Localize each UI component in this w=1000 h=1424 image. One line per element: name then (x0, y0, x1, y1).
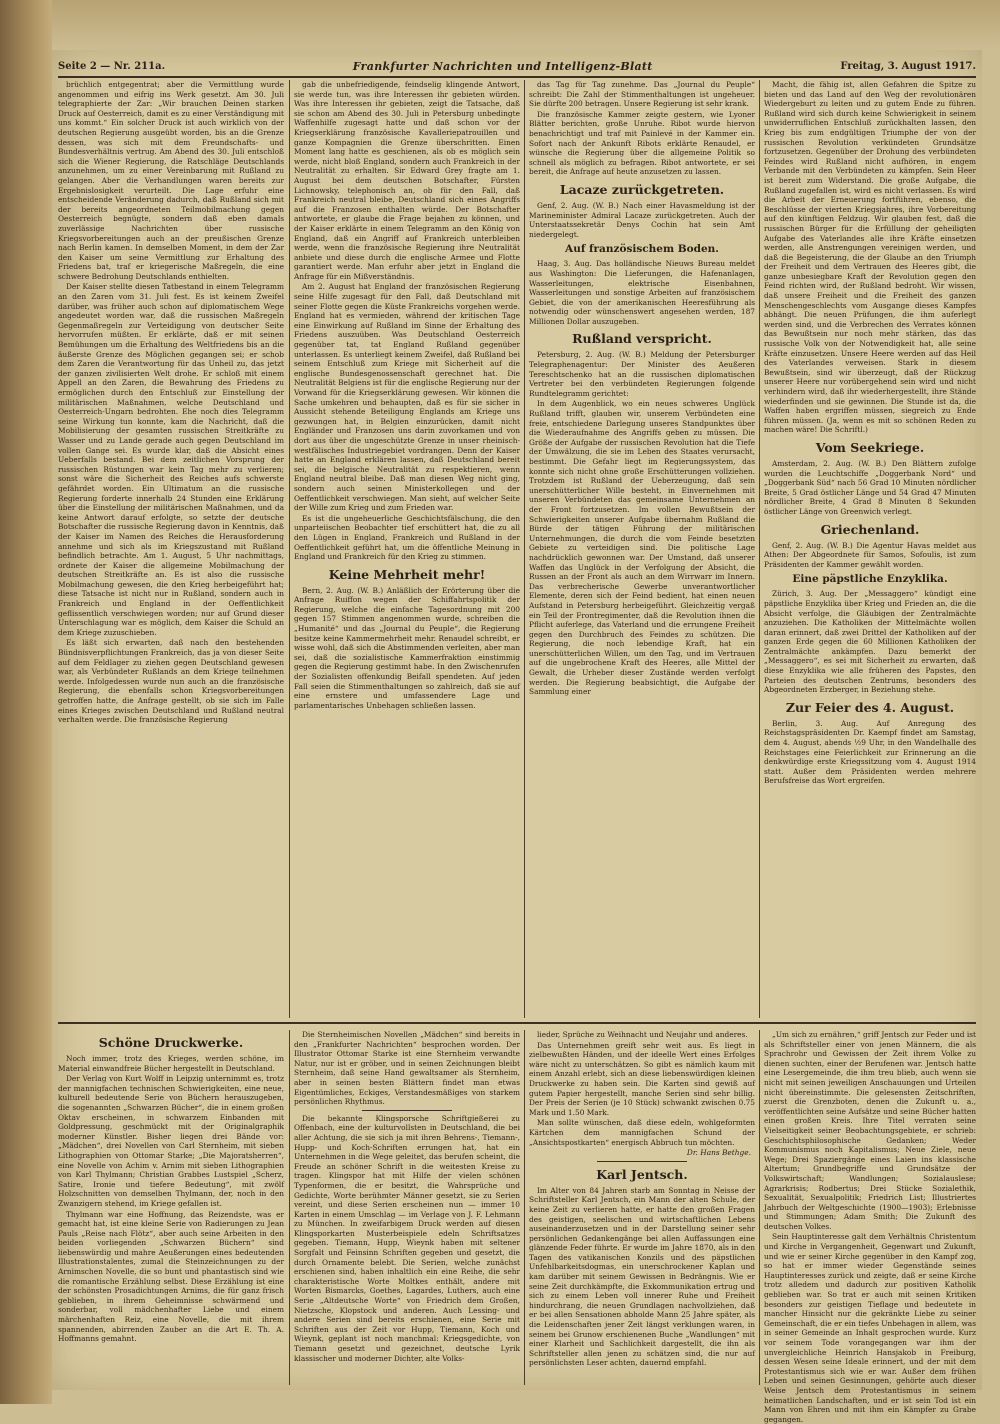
bottom-column-3 (529, 1030, 755, 1385)
paragraph: Petersburg, 2. Aug. (W. B.) Meldung der Petersburger Telegraphenagentur: Der Minister des Aeußeren Tereschtschenko hat an die russischen diplomatischen Vertreter bei den verbündeten Regierungen folgende Rundtelegramm gerichtet: (529, 350, 755, 398)
headline-seekriege: Vom Seekriege. (815, 439, 925, 455)
headline-feier-4-august: Zur Feier des 4. August. (785, 699, 955, 715)
bottom-column-4 (764, 1030, 976, 1424)
paragraph: Im Alter von 84 Jahren starb am Sonntag in Neisse der Schriftsteller Karl Jentsch, ein Mann der alten Schule, der keine Zeit zu verlieren hatte, er hatte den großen Fragen des geistigen, seelischen und wirtschaftlichen Lebens auseinanderzusetzen und in der Darstellung seiner sehr persönlichen Gedankengänge bei allen Auffassungen eine glänzende Feder führte. Er wurde im Jahre 1870, als in den Tagen des vatikanischen Konzils und des päpstlichen Unfehlbarkeitsdogmas, ein unerschrockener Kaplan und kam darüber mit seinem Gewissen in Bedrängnis. Wie er seine Zeit durchkämpfte, die Exkommunikation ertrug und sich zu einem Leben voll innerer Ruhe und Freiheit hindurchrang, die neuen Grundlagen nachvollziehen, daß er bei allen Sensationen abholde Mann 25 Jahre später, als die Leidenschaften jener Zeit längst verklungen waren, in seinem bei Grunow erschienenen Buche „Wandlungen“ mit einer Klarheit und Sachlichkeit dargestellt, die ihn als Schriftsteller allen jenen zu schätzen sind, die nur auf persönlichsten Leser achten, dauernd empfahl. (529, 1185, 755, 1368)
paragraph: Man sollte wünschen, daß diese edeln, wohlgeformten Kärtchen dem mannigfachen Schund der „Ansichtspostkarten“ energisch Abbruch tun möchten. (529, 1118, 755, 1147)
top-column-2 (294, 80, 520, 1018)
page-top-edge (52, 0, 1000, 50)
bottom-column-2 (294, 1030, 520, 1385)
paragraph: Es läßt sich erwarten, daß nach den bestehenden Bündnisverpflichtungen Frankreich, das ja von dieser Seite auf dem Feldlager zu ziehen gegen Deutschland gewesen war, als Verbündeter Rußlands an dem Kriege teilnehmen werde. Infolgedessen wurde nun auch an die französische Regierung, die ebenfalls schon Kriegsvorbereitungen getroffen hatte, die Anfrage gestellt, ob sie sich im Falle eines Krieges zwischen Deutschland und Rußland neutral verhalten werde. Die französische Regierung (58, 638, 284, 725)
column-rule (289, 80, 290, 1018)
paragraph: Haag, 3. Aug. Das holländische Nieuws Bureau meldet aus Washington: Die Lieferungen, die Hafenanlagen, Wasserleitungen, elektrische Eisenbahnen, Wasserleitungen und sonstige Arbeiten auf französischem Gebiet, die von der amerikanischen Heeresführung als notwendig oder wünschenswert angesehen werden, 187 Millionen Dollar auszugeben. (529, 259, 755, 326)
paragraph: Bern, 2. Aug. (W. B.) Anläßlich der Erörterung über die Anfrage Ruiffon wegen der Schiffahrtspolitik der Regierung, welche die einfache Tagesordnung mit 200 gegen 157 Stimmen angenommen wurde, schreiben die „Humanité“ und das „Journal du Peuple“, die Regierung besitze keine Kammermehrheit mehr. Renaudel schreibt, er wisse wohl, daß sich die Abstimmenden verleiten, aber man sei, daß die sozialistische Kammerfraktion einstimmig gegen die Regierung gestimmt habe. In den Zwischenrufen der Sozialisten offenkundig Beifall spendeten. Auf jeden Fall seien die Stimmenthaltungen so zahlreich, daß sie auf eine ernstere und umfassendere Lage und parlamentarisches Unbehagen schließen lassen. (294, 585, 520, 710)
paragraph: Thylmann war eine Hoffnung, das Reizendste, was er gemacht hat, ist eine kleine Serie von Radierungen zu Jean Pauls „Reise nach Flötz“, aber auch seine Arbeiten in den beiden vorliegenden „Schwarzen Büchern“ sind liebenswürdig und mahre Aeußerungen eines bedeutenden Illustrationstalentes, zumal die Steinzeichnungen zu der Arnimschen Novelle, die so bunt und phantastisch sind wie die romantische Erzählung selbst. Diese Erzählung ist eine der schönsten Prosadichtungen Arnims, die für ganz frisch geblieben, in ihrem Geheimnisse schwärmend und sonderbar, voll mädchenhafter Liebe und einem märchenhaften Reiz, eine Novelle, die mit ihrem spannenden, abirrenden Zauber an die Art E. Th. A. Hoffmanns gemahnt. (58, 1209, 284, 1344)
newspaper-page (52, 50, 982, 1424)
paragraph: das Tag für Tag zunehme. Das „Journal du Peuple“ schreibt: Die Zahl der Stimmenthaltungen ist ungeheuer. Sie dürfte 200 betragen. Unsere Regierung ist sehr krank. (529, 80, 755, 109)
book-binding (0, 0, 52, 1404)
paragraph: Genf, 2. Aug. (W. B.) Nach einer Havasmeldung ist der Marineminister Admiral Lacaze zurückgetreten. Auch der Unterstaatssekretär Denys Cochin hat sein Amt niedergelegt. (529, 200, 755, 239)
page-header (58, 56, 976, 78)
paragraph: „Um sich zu ernähren,“ griff Jentsch zur Feder und ist als Schriftsteller einer von jenen Männern, die als Sprachrohr und Gewissen der Zeit ihrem Volke zu dienen suchten, einer der Berufenen war. Jentsch hatte eine Lesergemeinde, die ihm treu blieb, auch wenn sie nicht mit seinen jeweiligen Anschauungen und Urteilen nicht übereinstimmte. Die gelesensten Zeitschriften, zuerst die Grenzboten, denen die Zukunft u. a., veröffentlichten seine Aufsätze und seine Bücher hatten einen großen Kreis. Ihre Titel verraten seine Vielseitigkeit seiner Beobachtungsgebiete, er schrieb: Geschichtsphilosophische Gedanken; Weder Kommunismus noch Kapitalismus; Neue Ziele, neue Wege; Drei Spaziergänge eines Laien ins klassische Altertum; Grundbegriffe und Grundsätze der Volkswirtschaft; Wandlungen; Sozialauslese; Agrarkrisis; Rodbertus; Drei Stücke Sozialethik, Sexualität, Sexualpolitik; Friedrich List; Illustriertes Jahrbuch der Weltgeschichte (1900—1903); Erlebnisse und Stimmungen; Adam Smith; Die Zukunft des deutschen Volkes. (764, 1030, 976, 1231)
paragraph: Am 2. August hat England der französischen Regierung seine Hilfe zugesagt für den Fall, daß Deutschland mit seiner Flotte gegen die Küste Frankreichs vorgehen werde. England hat es vermieden, während der kritischen Tage eine Einwirkung auf Rußland im Sinne der Erhaltung des Friedens auszuüben. Was Deutschland Oesterreich gegenüber tat, tat England Rußland gegenüber unterlassen. Es unterliegt keinem Zweifel, daß Rußland bei seinem Entschluß zum Kriege mit Sicherheit auf die englische Bundesgenossenschaft gerechnet hat. Die Neutralität Belgiens ist für die englische Regierung nur der Vorwand für die Kriegserklärung gewesen. Wir können die Sache umkehren und behaupten, daß es für sie sicher in Aussicht stehende Beteiligung Englands am Kriege uns gezwungen hat, in Belgien einzurücken, damit nicht Engländer und Franzosen uns darin zuvorkamen und von dort aus über die ungeschützte Grenze in unser rheinisch-westfälisches Industriegebiet vordrangen. Denn der Kaiser hatte an England erklären lassen, daß Deutschland bereit sei, die belgische Neutralität zu respektieren, wenn England neutral bleibe. Daß man diesen Weg nicht ging, sondern auch seinen Ministerkollegen und der Oeffentlichkeit verschwiegen. Man sieht, auf welcher Seite der Wille zum Krieg und zum Frieden war. (294, 282, 520, 513)
page-label: Seite 2 — Nr. 211a. (58, 60, 166, 72)
column-rule (524, 1030, 525, 1385)
top-column-4 (764, 80, 976, 1018)
headline-franzoesischer-boden: Auf französischem Boden. (565, 243, 719, 256)
headline-griechenland: Griechenland. (820, 521, 920, 537)
divider (597, 1161, 687, 1162)
paragraph: Sein Hauptinteresse galt dem Verhältnis Christentum und Kirche in Vergangenheit, Gegenwart und Zukunft, und wie er seiner Kirche gegenüber in den Kampf zog, so hat er immer wieder Gegenstände seines Hauptinteresses zurück und zeigte, daß er seine Kirche trotz alledem und dadurch zur positiven Katholik geblieben war. So trat er auch mit seinen Kritiken besonders zur geistigen Tieflage und bedeutete in mancher Hinsicht nur die gekränkte Liebe zu seiner Gemeinschaft, die er ein tiefes Unbehagen in allem, was in seiner Gemeinde an Inhalt gesprochen wurde. Kurz vor seinem Tode vorangegangen war ihm der unvergleichliche Heinrich Hansjakob in Freiburg, dessen Wesen seine Ideale erinnert, und der mit dem Protestantismus sich wie er war. Außer dem frühen Leben und seinen Gesinnungen, gehörte auch dieser Weise Jentsch dem Protestantismus in seinem heimatlichen Landschaften, und er ist sein Tod ist ein Mann von Ehren und mit ihm ein Kämpfer zu Grabe gegangen. (764, 1232, 976, 1424)
top-column-3 (529, 80, 755, 1018)
paragraph: Der Verlag von Kurt Wolff in Leipzig unternimmt es, trotz der mannigfachen technischen Schwierigkeiten, eine neue, kulturell bedeutende Serie von Büchern herauszugeben, die sogenannten „Schwarzen Bücher“, die in einem großen Oktav erscheinen, in schwarzem Einbanden mit Goldpressung, geschmückt mit der Originalgraphik moderner Künstler. Bisher liegen drei Bände vor: „Mädchen“, drei Novellen von Carl Sternheim, mit sieben Lithographien von Ottomar Starke; „Die Majoratsherren“, eine Novelle von Achim v. Arnim mit sieben Lithographien von Karl Thylmann; Christian Grabbes Lustspiel „Scherz, Satire, Ironie und tiefere Bedeutung“, mit zwölf Holzschnitten von demselben Thylmann, der, noch in den Zwanzigern stehend, im Kriege gefallen ist. (58, 1074, 284, 1208)
bottom-column-1 (58, 1030, 284, 1385)
headline-lacaze: Lacaze zurückgetreten. (559, 181, 725, 197)
paragraph: gab die unbefriedigende, feindselig klingende Antwort, sie werde tun, was ihre Interessen ihr gebieten würden. Was ihre Interessen ihr gebieten, zeigt die Tatsache, daß sie schon am Abend des 30. Juli in Petersburg unbedingte Waffenhilfe zugesagt hatte und daß schon vor der Kriegserklärung französische Kavalleriepatrouillen und ganze Kompagnien die Grenze überschritten. Einen Moment lang hatte es geschienen, als ob es möglich sein werde, nicht bloß England, sondern auch Frankreich in der Neutralität zu erhalten. Sir Edward Grey fragte am 1. August bei dem deutschen Botschafter, Fürsten Lichnowsky, telephonisch an, ob für den Fall, daß Frankreich neutral bleibe, Deutschland sich eines Angriffs auf die Franzosen enthalten würde. Der Botschafter antwortete, er glaube die Frage bejahen zu können, und der Kaiser erklärte in einem Telegramm an den König von England, daß ein Angriff auf Frankreich unterbleiben werde, wenn die französische Regierung ihre Neutralität anbiete und diese durch die englische Armee und Flotte garantiert werde. Man erfuhr aber jetzt in England die Anfrage für ein Mißverständnis. (294, 80, 520, 281)
column-rule (759, 1030, 760, 1385)
column-rule (759, 80, 760, 1018)
paragraph: Das Unternehmen greift sehr weit aus. Es liegt in zielbewußten Händen, und der ideelle Wert eines Erfolges wäre nicht zu unterschätzen. So gibt es nämlich kaum mit einem Anzahl erlebt, sich an diese liebenswürdigen kleinen Druckwerke zu haben sein. Die Karten sind gewiß auf gutem Papier hergestellt, manche Serien sind sehr billig. Der Preis der Serien (je 10 Stück) schwankt zwischen 0.75 Mark und 1.50 Mark. (529, 1040, 755, 1117)
divider (362, 1110, 452, 1111)
paragraph: Macht, die fähig ist, allen Gefahren die Spitze zu bieten und das Land auf den Weg der revolutionären Wiedergeburt zu leiten und zu gutem Ende zu führen. Rußland wird sich durch keine Schwierigkeit in seinem unwiderruflichen Entschluß zurückhalten lassen, den Krieg bis zum endgültigen Triumphe der von der russischen Revolution verkündeten Grundsätze fortzusetzen. Gegenüber der Drohung des verbündeten Feindes wird Rußland nicht aufhören, in engem Verbande mit den Verbündeten zu kämpfen. Sein Heer ist bereit zum Widerstand. Die große Aufgabe, die Rußland zugefallen ist, wird es nicht verlassen. Es wird die Arbeit der Erneuerung fortführen, ebenso, die Beschlüsse der vierten Kriegsjahres, ihre Vorbereitung auf den künftigen Feldzug. Wir glauben fest, daß die russischen Bürger für die Erfüllung der geheiligten Aufgabe des Vaterlandes alle ihre Kräfte einsetzen werden, alle Anstrengungen vereinigen werden, und daß die Begeisterung, die der Glaube an den Triumph der Freiheit und dem Vertrauen des Heeres gibt, die ganze unbesiegbare Kraft der Revolution gegen den Feind richten wird, der Rußland bedroht. Wir wissen, daß unsere Freiheit und die Freiheit des ganzen Menschengeschlechts vom Ausgange dieses Kampfes abhängt. Die neuen Prüfungen, die ihm auferlegt werden sind, und die Verbrechen des Verrates können das Bewußtsein nur noch mehr stärken, das das russische Volk von der Notwendigkeit hat, alle seine Kräfte einzusetzen. Unsere Heere werden auf das Heil des Vaterlandes verweisen. Stark in diesem Bewußtsein, sind wir überzeugt, daß der Rückzug unserer Heere nur vorübergehend sein wird und nicht verhindern wird, daß ihr wiederhergestellt, ihre Stände wiederfinden und sie gewinnen. Die Stunde ist da, die Waffen haben ergriffen müssen, siegreich zu Ende führen müssen. (Ja, wenn es mit so schönen Reden zu machen wäre! Die Schriftl.) (764, 80, 976, 435)
column-rule (289, 1030, 290, 1385)
paragraph: Zürich, 3. Aug. Der „Messaggero“ kündigt eine päpstliche Enzyklika über Krieg und Frieden an, die die Absicht verfolge, die Gläubigen der Zentralmächte anzuziehen. Die Katholiken der Mittelmächte wollen daran erinnert, daß zwei Drittel der Katholiken auf der ganzen Erde gegen die 60 Millionen Katholiken der Zentralmächte ankämpfen. Dazu bemerkt der „Messaggero“, es sei mit Sicherheit zu erwarten, daß diese Enzyklika wie alle früheren des Papstes, den Parteien des deutschen Zentrums, besonders des Abgeordneten Erzberger, in Beziehung stehe. (764, 589, 976, 695)
paragraph: brüchlich entgegentrat; aber die Vermittlung wurde angenommen und eifrig ins Werk gesetzt. Am 30. Juli telegraphierte der Zar: „Wir brauchen Deinen starken Druck auf Oesterreich, damit es zu einer Verständigung mit uns kommt.“ Ein solcher Druck ist auch wirklich von der deutschen Regierung ausgeübt worden, bis an die Grenze dessen, was sich mit dem Freundschafts- und Bundesverhältnis vertrug. Am Abend des 30. Juli entschloß sich die Wiener Regierung, die Ratschläge Deutschlands anzunehmen, um zu einer Vereinbarung mit Rußland zu gelangen. Aber die Verhandlungen waren bereits zur Ergebnislosigkeit verurteilt. Die Lage erfuhr eine entscheidende Veränderung dadurch, daß Rußland sich mit der bereits angeordneten Teilmobilmachung gegen Oesterreich begnügte, sondern daß eben damals zuverlässige Nachrichten über russische Kriegsvorbereitungen auch an der preußischen Grenze nach Berlin kamen. In demselben Moment, in dem der Zar den Kaiser um seine Vermittlung zur Erhaltung des Friedens bat, traf er kriegerische Maßregeln, die eine schwere Bedrohung Deutschlands enthielten. (58, 80, 284, 281)
paragraph: Noch immer, trotz des Krieges, werden schöne, im Material einwandfreie Bücher hergestellt in Deutschland. (58, 1054, 284, 1073)
paragraph: In dem Augenblick, wo ein neues schweres Unglück Rußland trifft, glauben wir, unserem Verbündeten eine freie, entschiedene Darlegung unseres Standpunktes über die Wiederaufnahme des Angriffs geben zu müssen. Die Größe der Aufgabe der russischen Revolution hat die Tiefe der Umwälzung, die sie im Leben des Staates verursacht, bestimmt. Die Gefahr liegt im Regierungssystem, das konnte sich nicht ohne große Erschütterungen vollziehen. Trotzdem ist Rußland der Ueberzeugung, daß sein unerschütterlicher Wille besteht, in Einvernehmen mit unseren Verbündeten das gemeinsame Unternehmen an der Front fortzusetzen. Im vollen Bewußtsein der Schwierigkeiten unserer Aufgabe übernahm Rußland die Bürde der tätigen Führung der militärischen Unternehmungen, die durch die vom Feinde besetzten Gebiete zu verteidigen sind. Die politische Lage nachdrücklich gewonnen war. Der Umstand, daß unserer Waffen das Unglück in der Verfolgung der Absicht, die Russen an der Front als auch an dem Wirrwarr im Innern. Das verbrecherische Gewerbe unverantwortlicher Elemente, deren sich der Feind bedient, hat einen neuen Aufstand in Petersburg herbeigeführt. Gleichzeitig vergaß ein Teil der Frontregimenter, daß die Revolution ihnen die Pflicht auferlege, das Vaterland und die errungene Freiheit gegen den Durchbruch des Feindes zu schützen. Die Regierung, die noch lebendige Kraft, hat ein unerschütterlichen Willen, um den Tag, und im Vertrauen auf die ungebrochene Kraft des Heeres, alle Mittel der Gewalt, die Urheber dieser Zustände werden verfolgt werden. Die Regierung beabsichtigt, die Aufgabe der Sammlung einer (529, 399, 755, 697)
masthead: Frankfurter Nachrichten und Intelligenz-Blatt (352, 59, 653, 73)
author-signature: Dr. Hans Bethge. (686, 1148, 751, 1158)
paragraph: lieder, Sprüche zu Weihnacht und Neujahr und anderes. (537, 1030, 748, 1039)
column-rule (524, 80, 525, 1018)
top-column-1 (58, 80, 284, 1018)
paragraph: Der Kaiser stellte diesen Tatbestand in einem Telegramm an den Zaren vom 31. Juli fest. Es ist keinem Zweifel darüber, was früher auch schon auf diplomatischem Wege angedeutet worden war, daß die russischen Maßregeln Gegenmaßregeln zur Verteidigung von deutscher Seite hervorrufen müßten. Er erklärte, daß er mit seinen Bemühungen um die Erhaltung des Weltfriedens bis an die äußerste Grenze des Möglichen gegangen sei; er schob dem Zaren die Verantwortung für das Unheil zu, das jetzt der ganzen zivilisierten Welt drohe. Er schloß mit einem Appell an den Zaren, die Bewahrung des Friedens zu ermöglichen durch den Entschluß zur Einstellung der militärischen Maßnahmen, welche Deutschland und Oesterreich-Ungarn bedrohten. Ehe noch dies Telegramm seine Wirkung tun konnte, kam die Nachricht, daß die Mobilisierung der gesamten russischen Streitkräfte zu Wasser und zu Lande gerade auch gegen Deutschland im vollen Gange sei. Es wurde klar, daß die Absicht eines Ueberfalls bestand. Bei dem zeitlichen Vorsprung der russischen Rüstungen war kein Tag mehr zu verlieren; sonst wäre die Sicherheit des Reiches aufs schwerste gefährdet worden. Ein Ultimatum an die russische Regierung forderte innerhalb 24 Stunden eine Erklärung über die Einstellung der militärischen Maßnahmen, und da keine Antwort darauf erfolgte, so setzte der deutsche Botschafter die russische Regierung davon in Kenntnis, daß der Kaiser im Namen des Reiches die Herausforderung annehme und sich als im Kriegszustand mit Rußland befindlich betrachte. Am 1. August, 5 Uhr nachmittags, ordnete der Kaiser die allgemeine Mobilmachung der deutschen Streitkräfte an. Es ist also die russische Mobilmachung gewesen, die den Krieg herbeigeführt hat; diese Tatsache ist nicht nur in Rußland, sondern auch in Frankreich und England in der Oeffentlichkeit geflissentlich verschwiegen worden; nur auf Grund dieser Unterschlagung war es möglich, dem Kaiser die Schuld an dem Kriege zuzuschieben. (58, 282, 284, 637)
headline-schoene-druckwerke: Schöne Druckwerke. (98, 1035, 244, 1050)
paragraph: Es ist die ungeheuerliche Geschichtsfälschung, die den unparteiischen Beobachter tief erschüttert hat, die zu all den Lügen in England, Frankreich und Rußland in der Oeffentlichkeit geführt hat, um die öffentliche Meinung in England und Frankreich für den Krieg zu stimmen. (294, 513, 520, 562)
headline-russland-verspricht: Rußland verspricht. (572, 331, 712, 347)
paragraph: Genf, 2. Aug. (W. B.) Die Agentur Havas meldet aus Athen: Der Abgeordnete für Samos, Sofoulis, ist zum Präsidenten der Kammer gewählt worden. (764, 540, 976, 569)
headline-enzyklika: Eine päpstliche Enzyklika. (792, 573, 948, 586)
paragraph: Berlin, 3. Aug. Auf Anregung des Reichstagspräsidenten Dr. Kaempf findet am Samstag, dem 4. August, abends ½9 Uhr, in den Wandelhalle des Reichstages eine Feierlichkeit zur Erinnerung an die denkwürdige erste Kriegssitzung vom 4. August 1914 statt. Außer dem Präsidenten werden mehrere Berufsfreise das Wort ergreifen. (764, 718, 976, 786)
paragraph: Die bekannte Klingsporsche Schriftgießerei zu Offenbach, eine der kulturvollsten in Deutschland, die bei aller Achtung, die sie sich ja mit ihren Behrens-, Tiemann-, Hupp- und Koch-Schriften errungen hat, hat ein Unternehmen in die Wege geleitet, das berufen scheint, die Freude an schöner Schrift in die weitesten Kreise zu tragen. Klingspor hat mit Hilfe der vielen schönen Typenformen, die er besitzt, die Wahrsprüche und Gedichte, Worte berühmter Männer gesetzt, sie zu Serien vereint, und diese Serien erscheinen nun — immer 10 Karten in einem Umschlag — im Verlage von J. F. Lehmann zu München. In zweifarbigem Druck werden auf diesen Klingsporkarten Musterbeispiele edeln Schriftsatzes gegeben. Tiemann, Hupp, Wieynk haben mit seltener Sorgfalt und Feinsinn Schriften gegeben und gesetzt, die durch Ornamente belebt. Die Serien, welche zunächst erschienen sind, haben inhaltlich ein eine Reihe, die sehr charakteristische Worte Moltkes enthält, andere mit Worten Bismarcks, Goethes, Lagardes, Luthers, auch eine Serie „Altdeutsche Worte“ von Friedrich dem Großen, Nietzsche, Klopstock und anderen. Auch Lessing- und andere Serien sind bereits erschienen, eine Serie mit Schriften aus der Zeit vor Hupp, Tiemann, Koch und Wieynk, geplant ist noch manchmal: Kriegsgedichte, von Tiemann gesetzt und gezeichnet, deutsche Lyrik klassischer und moderner Dichter, alte Volks- (294, 1113, 520, 1363)
headline-keine-mehrheit: Keine Mehrheit mehr! (328, 566, 486, 582)
issue-date: Freitag, 3. August 1917. (840, 60, 976, 72)
paragraph: Die Sternheimischen Novellen „Mädchen“ sind bereits in den „Frankfurter Nachrichten“ besprochen worden. Der Illustrator Ottomar Starke ist eine Sternheim verwandte Natur, nur ist er gröber, und in seinen Zeichnungen bleibt Sternheim, daß seine Hand gewaltsamer als Sternheim, aber in seinen besten Blättern findet man etwas Eigentümliches, Eckiges, Verstandesmäßiges von starkem persönlichen Rhythmus. (294, 1030, 520, 1107)
paragraph: Die französische Kammer zeigte gestern, wie Lyoner Blätter berichten, große Unruhe. Ribot wurde hiervon benachrichtigt und traf mit Painlevé in der Kammer ein. Sofort nach der Ankunft Ribots erklärte Renaudel, er wünsche die Regierung über die allgemeine Politik so schnell als möglich zu befragen. Ribot antwortete, er sei bereit, die Anfrage auf heute anzusetzen zu lassen. (529, 109, 755, 177)
paragraph: Amsterdam, 2. Aug. (W. B.) Den Blättern zufolge wurden die Leuchtschiffe „Doggerbank Nord“ und „Doggerbank Süd“ nach 56 Grad 10 Minuten nördlicher Breite, 5 Grad östlicher Länge und 54 Grad 47 Minuten nördlicher Breite, 4 Grad 8 Minuten 8 Sekunden östlicher Länge von Greenwich verlegt. (764, 458, 976, 516)
headline-karl-jentsch: Karl Jentsch. (596, 1166, 688, 1182)
section-divider (58, 1022, 976, 1024)
